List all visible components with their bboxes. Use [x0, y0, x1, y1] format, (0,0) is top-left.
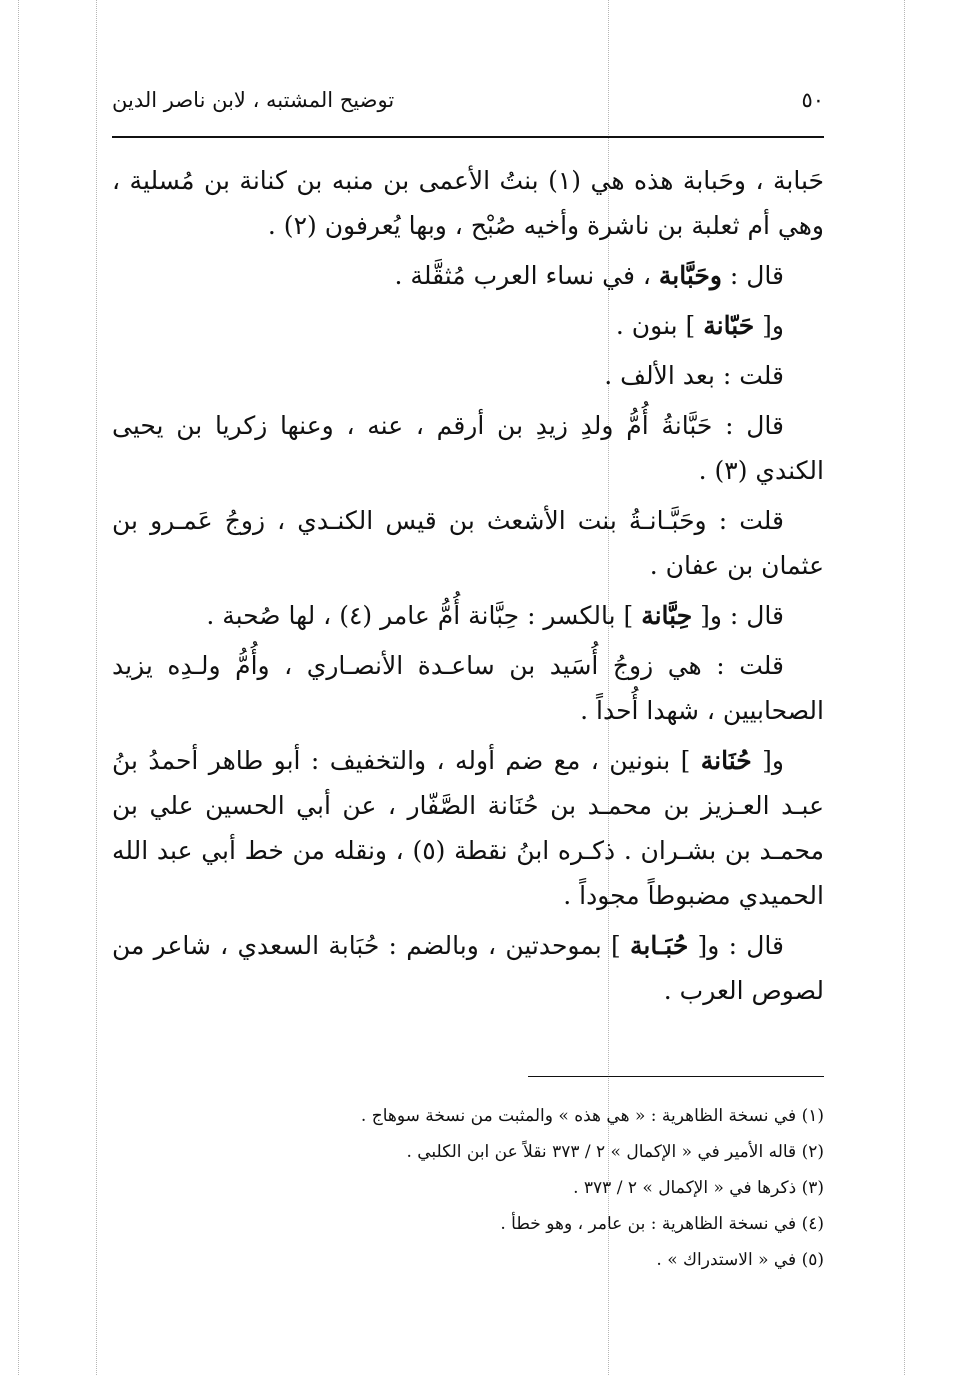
- paragraph-text: و[: [754, 311, 784, 340]
- main-text: [112, 158, 824, 1018]
- page-number: ٥٠: [801, 88, 824, 112]
- paragraph-text: ] بنون .: [615, 311, 704, 340]
- paragraph: [112, 593, 824, 638]
- paragraph-text: ، في نساء العرب مُثقَّلة .: [394, 261, 659, 290]
- footnote: (٢) قاله الأمير في « الإكمال » ٢ / ٣٧٣ نقلاً عن ابن الكلبي .: [406, 1142, 824, 1162]
- paragraph: [112, 498, 824, 588]
- footnote: (١) في نسخة الظاهرية : « هي هذه » والمثبت من نسخة سوهاج .: [360, 1106, 824, 1126]
- footnote: (٤) في نسخة الظاهرية : بن عامر ، وهو خطأ .: [500, 1214, 824, 1234]
- paragraph: [112, 253, 824, 298]
- page-header: [112, 88, 824, 124]
- paragraph-text: قلت : بعد الألف .: [604, 361, 784, 390]
- paragraph-text: ] بالكسر : حِبَّانة أُمُّ عامر (٤) ، لها صُحبة .: [206, 601, 642, 630]
- paragraph-text: قال :: [721, 261, 784, 290]
- paragraph: [112, 643, 824, 733]
- paragraph-text: قال : و[: [688, 931, 785, 960]
- paragraph: [112, 403, 824, 493]
- paragraph-text: قال : حَبَّانةُ أُمُّ ولدِ زيدِ بن أرقم ، عنه ، وعنها زكريا بن يحيى الكندي (٣) .: [112, 411, 824, 485]
- footnotes: [112, 1098, 824, 1278]
- paragraph: [112, 303, 824, 348]
- scan-dotted-line: [96, 0, 97, 1375]
- paragraph-text: قال : و[: [692, 601, 784, 630]
- footnote-separator: [528, 1076, 824, 1077]
- paragraph-text: ] بنونين ، مع ضم أوله ، والتخفيف : أبو طاهر أحمدُ بنُ عبـد العـزيز بن محمـد بن حُنَانة الصَّفّار ، عن أبي الحسين علي بن محمـد بن بشـران . ذكـره ابنُ نقطة (٥) ، ونقله من خط أبي عبد الله الحميدي مضبوطاً مجوداً .: [112, 746, 824, 910]
- footnote: (٣) ذكرها في « الإكمال » ٢ / ٣٧٣ .: [573, 1178, 824, 1198]
- headword: وحَبَّابة: [658, 261, 722, 290]
- paragraph-text: حَبابة ، وحَبابة هذه هي (١) بنتُ الأعمى بن منبه بن كنانة بن مُسلية ، وهي أم ثعلبة بن ناشرة وأخيه صُبْح ، وبها يُعرفون (٢) .: [112, 166, 824, 240]
- paragraph: [112, 353, 824, 398]
- paragraph: [112, 923, 824, 1013]
- paragraph: [112, 738, 824, 918]
- paragraph-text: قلت : وحَبَّـانـةُ بنت الأشعث بن قيس الكنـدي ، زوجُ عَمـرو بن عثمان بن عفان .: [112, 506, 824, 580]
- paragraph-text: و[: [751, 746, 784, 775]
- scan-dotted-line: [18, 0, 19, 1375]
- paragraph-text: ] بموحدتين ، وبالضم : حُبَابة السعدي ، شاعر من لصوص العرب .: [112, 931, 824, 1005]
- paragraph: [112, 158, 824, 248]
- header-rule: [112, 136, 824, 138]
- headword: حُبَـابة: [630, 931, 689, 960]
- scan-dotted-line: [904, 0, 905, 1375]
- book-page: [112, 80, 824, 1310]
- paragraph-text: قلت : هي زوجُ أُسَيد بن ساعـدة الأنصـاري ، وأُمُّ ولـدِه يزيد الصحابيين ، شهدا أُحداً .: [112, 651, 824, 725]
- headword: حَبّانة: [703, 311, 755, 340]
- headword: حِبَّانة: [641, 601, 693, 630]
- headword: حُنَانة: [700, 746, 752, 775]
- footnote: (٥) في « الاستدراك » .: [656, 1250, 824, 1270]
- running-title: توضيح المشتبه ، لابن ناصر الدين: [112, 88, 395, 112]
